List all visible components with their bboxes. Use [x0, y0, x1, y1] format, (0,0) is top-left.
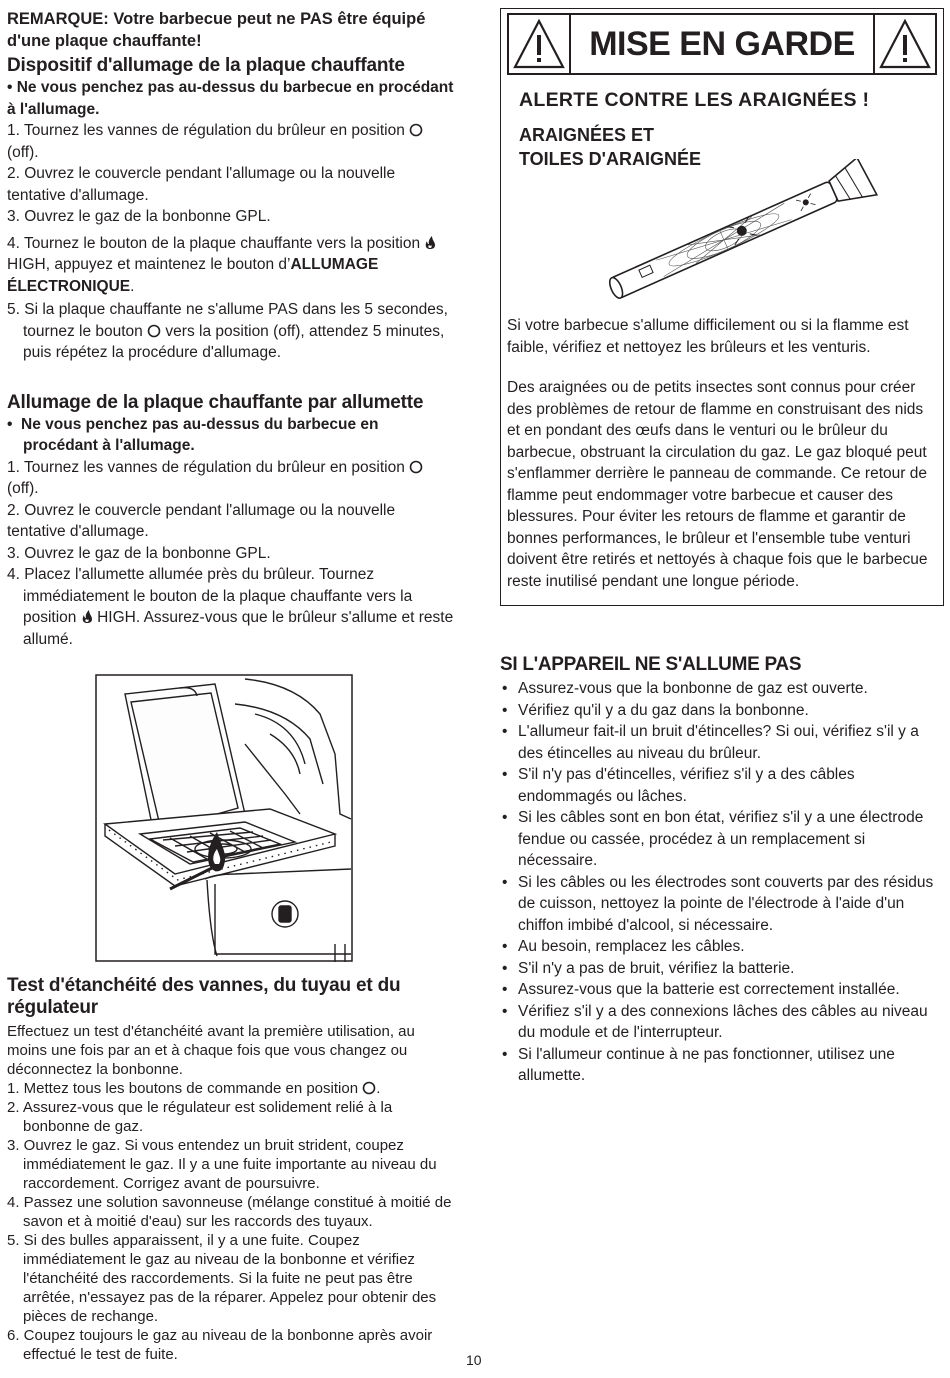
venturi-tube-illustration [591, 159, 891, 299]
warning-box [500, 8, 944, 606]
list-item: • Assurez-vous que la bonbonne de gaz est ouverte. [500, 678, 944, 700]
off-position-icon [409, 460, 423, 474]
leak-step-5: 5. Si des bulles apparaissent, il y a une fuite. Coupez immédiatement le gaz au niveau de la bonbonne et vérifiez l'étanchéité des raccordements. Si la fuite ne peut pas être arrêtée, n'essayez pas de la réparer. Appelez pour obtenir des pièces de rechange. [7, 1232, 437, 1325]
list-item: • Assurez-vous que la batterie est correctement installée. [500, 979, 944, 1001]
remark-note: REMARQUE: Votre barbecue peut ne PAS être équipé d'une plaque chauffante! [7, 10, 426, 50]
ignition-step-4: 4. Tournez le bouton de la plaque chauffante vers la position HIGH, appuyez et maintenez le bouton d’ALLUMAGE ÉLECTRONIQUE. [7, 233, 455, 298]
list-item: • Si les câbles ou les électrodes sont couverts par des résidus de cuisson, nettoyez la pointe de l'électrode à l'aide d'un chiffon imbibé d'alcool, si nécessaire. [500, 872, 944, 937]
list-item: • Si les câbles sont en bon état, vérifiez s'il y a une électrode fendue ou cassée, procédez à un remplacement si nécessaire. [500, 807, 944, 872]
leak-step-2: 2. Assurez-vous que le régulateur est solidement relié à la bonbonne de gaz. [7, 1099, 393, 1135]
warning-title: MISE EN GARDE [589, 25, 855, 63]
warning-triangle-icon [873, 15, 935, 73]
off-position-icon [147, 324, 161, 338]
ignition-step-1: 1. Tournez les vannes de régulation du brûleur en position (off). [7, 120, 455, 163]
off-position-icon [409, 123, 423, 137]
leak-test-section [7, 975, 455, 1364]
match-warning-bullet: • Ne vous penchez pas au-dessus du barbecue en procédant à l'allumage. [7, 415, 379, 454]
leak-step-4: 4. Passez une solution savonneuse (mélange constitué à moitié de savon et à moitié d'eau) sur les raccords des tuyaux. [7, 1194, 452, 1230]
troubleshoot-list [500, 678, 944, 1087]
list-item: • S'il n'y a pas de bruit, vérifiez la batterie. [500, 958, 944, 980]
leak-section-title: Test d'étanchéité des vannes, du tuyau et du régulateur [7, 975, 401, 1018]
match-section-title: Allumage de la plaque chauffante par allumette [7, 391, 424, 413]
troubleshoot-title: SI L'APPAREIL NE S'ALLUME PAS [500, 654, 802, 675]
list-item: • Au besoin, remplacez les câbles. [500, 936, 944, 958]
list-item: • Si l'allumeur continue à ne pas fonctionner, utilisez une allumette. [500, 1044, 944, 1087]
high-flame-icon [81, 609, 93, 624]
match-step-1: 1. Tournez les vannes de régulation du brûleur en position (off). [7, 457, 455, 500]
spider-subtitle: ARAIGNÉES ET TOILES D'ARAIGNÉE [519, 125, 701, 169]
warning-header [507, 13, 937, 75]
leak-step-3: 3. Ouvrez le gaz. Si vous entendez un bruit strident, coupez immédiatement le gaz. Il y a une fuite importante au niveau du raccordement. Corrigez avant de poursuivre. [7, 1137, 437, 1192]
warning-paragraph-1: Si votre barbecue s'allume difficilement ou si la flamme est faible, vérifiez et nettoyez les brûleurs et les venturis. [507, 317, 909, 356]
list-item: • Vérifiez s'il y a des connexions lâches des câbles au niveau du module et de l'interrupteur. [500, 1001, 944, 1044]
match-step-2: 2. Ouvrez le couvercle pendant l'allumage ou la nouvelle tentative d'allumage. [7, 501, 396, 540]
left-column [7, 8, 455, 650]
ignition-step-5: 5. Si la plaque chauffante ne s'allume PAS dans les 5 secondes, tournez le bouton vers la position (off), attendez 5 minutes, puis répétez la procédure d'allumage. [7, 301, 448, 361]
high-flame-icon [424, 235, 436, 250]
off-position-icon [362, 1081, 376, 1095]
match-step-3: 3. Ouvrez le gaz de la bonbonne GPL. [7, 544, 271, 562]
warning-triangle-icon [509, 15, 571, 73]
ignition-warning-bullet: • Ne vous penchez pas au-dessus du barbecue en procédant à l'allumage. [7, 79, 454, 118]
right-column [500, 8, 944, 1087]
ignition-step-2: 2. Ouvrez le couvercle pendant l'allumage ou la nouvelle tentative d'allumage. [7, 165, 396, 204]
side-burner-illustration [95, 674, 353, 962]
list-item: • L'allumeur fait-il un bruit d'étincelles? Si oui, vérifiez s'il y a des étincelles au niveau du brûleur. [500, 721, 944, 764]
warning-paragraph-2: Des araignées ou de petits insectes sont connus pour créer des problèmes de retour de flamme en construisant des nids et en pondant des œufs dans le venturi ou le brûleur du barbecue, obstruant la circulation du gaz. Le gaz bloqué peut s'enflammer derrière le panneau de commande. Ce retour de flamme peut endommager votre barbecue et causer des blessures. Pour éviter les retours de flamme et garantir de bonnes performances, le brûleur et l'ensemble tube venturi doivent être retirés et nettoyés à chaque fois que le barbecue reste inutilisé pendant une longue période. [507, 379, 928, 590]
ignition-step-3: 3. Ouvrez le gaz de la bonbonne GPL. [7, 208, 271, 225]
leak-step-6: 6. Coupez toujours le gaz au niveau de la bonbonne après avoir effectué le test de fuite. [7, 1327, 433, 1363]
ignition-section-title: Dispositif d'allumage de la plaque chauffante [7, 55, 405, 76]
list-item: • S'il n'y pas d'étincelles, vérifiez s'il y a des câbles endommagés ou lâches. [500, 764, 944, 807]
warning-text [507, 315, 937, 592]
page-number: 10 [466, 1352, 482, 1368]
leak-intro: Effectuez un test d'étanchéité avant la première utilisation, au moins une fois par an et à chaque fois que vous changez ou déconnectez la bonbonne. [7, 1023, 415, 1078]
list-item: • Vérifiez qu'il y a du gaz dans la bonbonne. [500, 700, 944, 722]
leak-step-1: 1. Mettez tous les boutons de commande en position . [7, 1080, 381, 1097]
spider-alert-title: ALERTE CONTRE LES ARAIGNÉES ! [519, 89, 870, 111]
match-step-4: 4. Placez l'allumette allumée près du brûleur. Tournez immédiatement le bouton de la plaque chauffante vers la position HIGH. Assurez-vous que le brûleur s'allume et reste allumé. [7, 566, 454, 648]
